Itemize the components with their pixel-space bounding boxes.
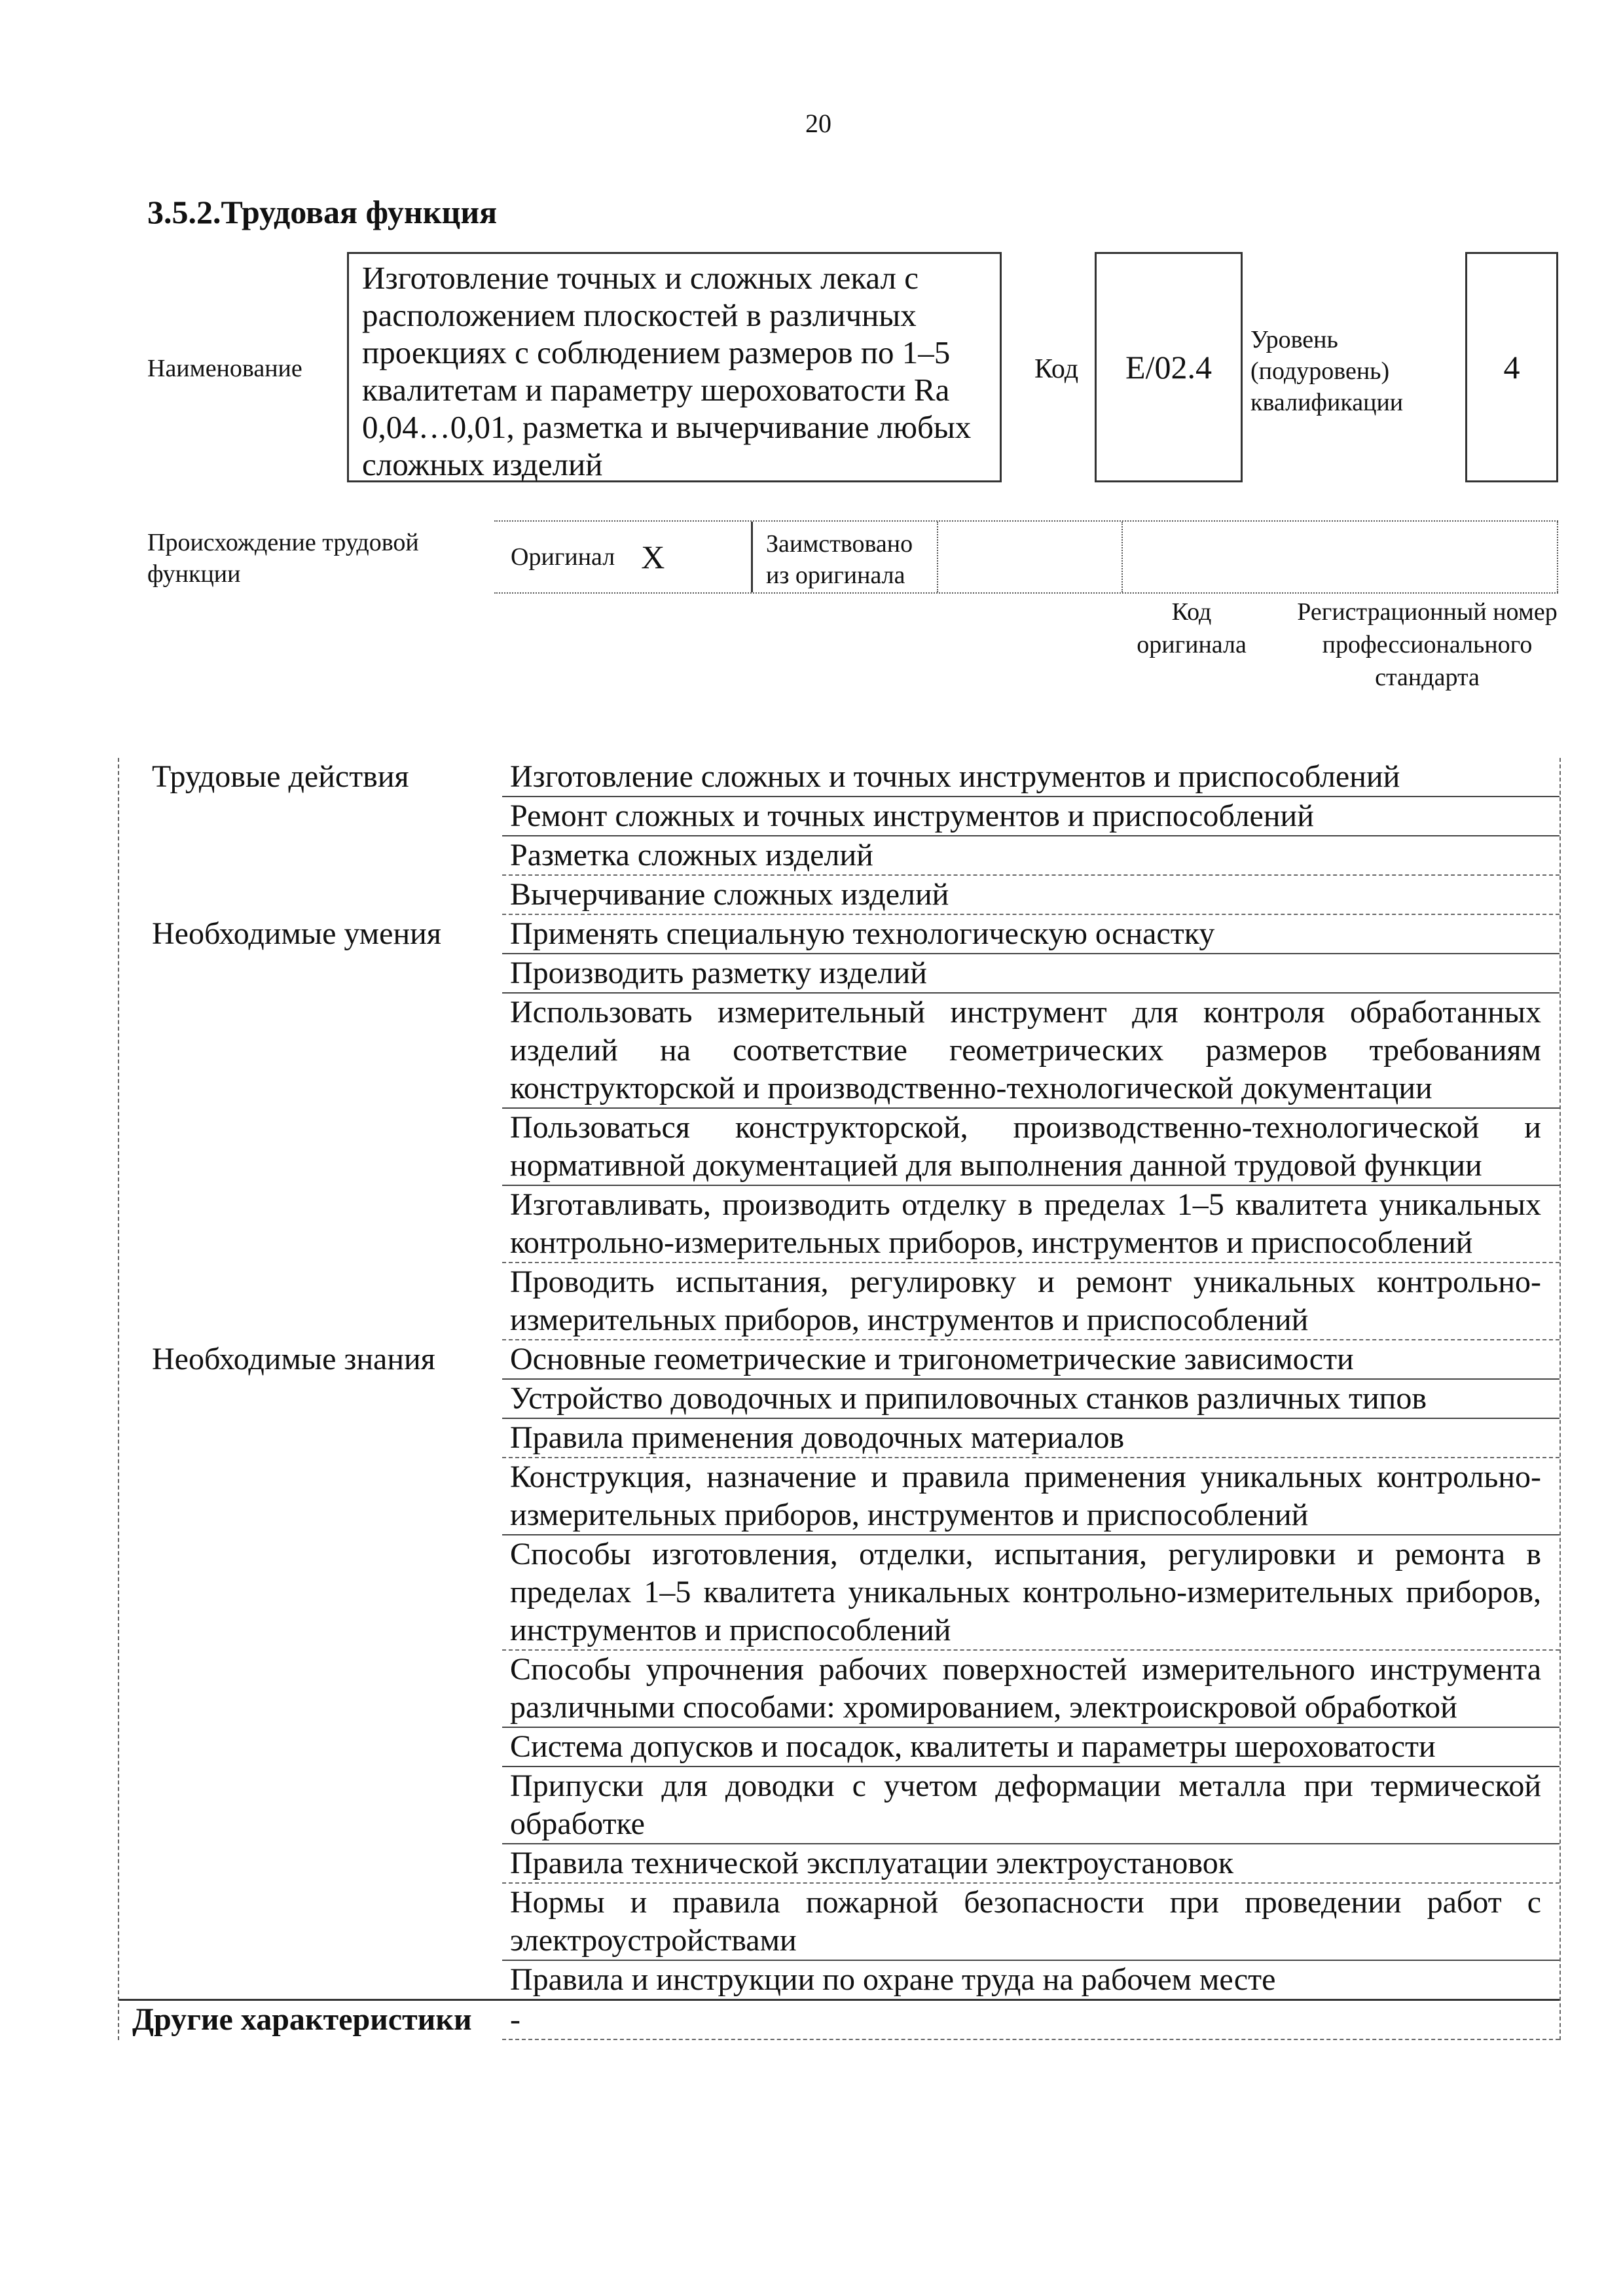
table-cell: Система допусков и посадок, квалитеты и параметры шероховатости (502, 1728, 1559, 1767)
table-cell: Правила и инструкции по охране труда на рабочем месте (510, 1962, 1276, 1997)
table-cell: Разметка сложных изделий (502, 836, 1559, 876)
function-name-box: Изготовление точных и сложных лекал с расположением плоскостей в различных проекциях с соблюдением размеров по 1–5 квалитетам и параметру шероховатости Ra 0,04…0,01, разметка и вычерчивание любых сложных изделий (347, 252, 1002, 482)
original-mark: X (641, 539, 665, 575)
table-row-other (119, 1999, 1559, 2040)
table-cell: Производить разметку изделий (502, 954, 1559, 994)
section-label-actions: Трудовые действия (152, 759, 409, 794)
table-cell: Нормы и правила пожарной безопасности при проведении работ с электроустройствами (502, 1884, 1559, 1961)
table-cell: Устройство доводочных и припиловочных станков различных типов (502, 1380, 1559, 1419)
table-cell: Способы упрочнения рабочих поверхностей измерительного инструмента различными способами: хромированием, электроискровой обработкой (502, 1651, 1559, 1728)
table-row (119, 1458, 1559, 1535)
section-label-skills: Необходимые умения (152, 916, 441, 951)
table-cell: Конструкция, назначение и правила применения уникальных контрольно-измерительных приборов, инструментов и приспособлений (502, 1458, 1559, 1535)
other-label: Другие характеристики (132, 2002, 472, 2037)
table-row (119, 758, 1559, 797)
original-cell (494, 522, 753, 592)
reg-number-cell (1123, 522, 1558, 592)
table-row (119, 915, 1559, 954)
table-row (119, 1109, 1559, 1186)
table-cell: Способы изготовления, отделки, испытания, регулировки и ремонта в пределах 1–5 квалитета уникальных контрольно-измерительных приборов, инструментов и приспособлений (502, 1535, 1559, 1651)
table-cell: Использовать измерительный инструмент для контроля обработанных изделий на соответствие геометрических размеров требованиям конструкторской и производственно-технологической документации (502, 994, 1559, 1109)
table-cell: Проводить испытания, регулировку и ремонт уникальных контрольно-измерительных приборов, инструментов и приспособлений (502, 1263, 1559, 1340)
reg-number-label: Регистрационный номер профессионального стандарта (1297, 598, 1558, 691)
table-cell: Применять специальную технологическую оснастку (502, 915, 1559, 954)
labor-function-table (118, 758, 1561, 2040)
table-cell: Правила применения доводочных материалов (502, 1419, 1559, 1458)
code-label: Код (1034, 354, 1079, 384)
table-row (119, 1186, 1559, 1263)
origin-label: Происхождение трудовой функции (147, 529, 419, 588)
level-box (1465, 252, 1558, 482)
table-row (119, 1767, 1559, 1844)
table-cell: Правила технической эксплуатации электроустановок (502, 1844, 1559, 1884)
table-row (119, 1844, 1559, 1884)
table-row (119, 1263, 1559, 1340)
section-label-knowledge: Необходимые знания (152, 1342, 435, 1376)
code-original-cell (938, 522, 1123, 592)
table-row (119, 1535, 1559, 1651)
table-row (119, 797, 1559, 836)
code-value: E/02.4 (1125, 349, 1212, 386)
table-cell: Изготавливать, производить отделку в пределах 1–5 квалитета уникальных контрольно-измерительных приборов, инструментов и приспособлений (502, 1186, 1559, 1263)
table-row (119, 994, 1559, 1109)
page-number: 20 (805, 109, 831, 138)
section-heading: 3.5.2.Трудовая функция (147, 194, 498, 230)
original-label: Оригинал (511, 543, 615, 571)
table-row (119, 1884, 1559, 1961)
table-cell: Вычерчивание сложных изделий (502, 876, 1559, 915)
table-row (119, 1961, 1559, 1999)
table-row (119, 1380, 1559, 1419)
level-value: 4 (1503, 349, 1520, 386)
name-label: Наименование (147, 355, 302, 382)
table-row (119, 1728, 1559, 1767)
table-row (119, 1419, 1559, 1458)
table-row (119, 1340, 1559, 1380)
table-cell: Изготовление сложных и точных инструментов и приспособлений (502, 758, 1559, 797)
table-cell: Ремонт сложных и точных инструментов и приспособлений (502, 797, 1559, 836)
other-value: - (502, 2001, 1559, 2040)
borrowed-cell: Заимствовано из оригинала (753, 522, 938, 592)
table-row (119, 954, 1559, 994)
table-row (119, 836, 1559, 876)
table-cell: Припуски для доводки с учетом деформации металла при термической обработке (502, 1767, 1559, 1844)
table-row (119, 876, 1559, 915)
origin-table (494, 520, 1558, 594)
code-box (1095, 252, 1243, 482)
code-original-label: Код оригинала (1137, 598, 1247, 658)
table-row (119, 1651, 1559, 1728)
table-cell: Пользоваться конструкторской, производственно-технологической и нормативной документацией для выполнения данной трудовой функции (502, 1109, 1559, 1186)
table-cell: Основные геометрические и тригонометрические зависимости (502, 1340, 1559, 1380)
level-label: Уровень (подуровень) квалификации (1250, 326, 1404, 416)
